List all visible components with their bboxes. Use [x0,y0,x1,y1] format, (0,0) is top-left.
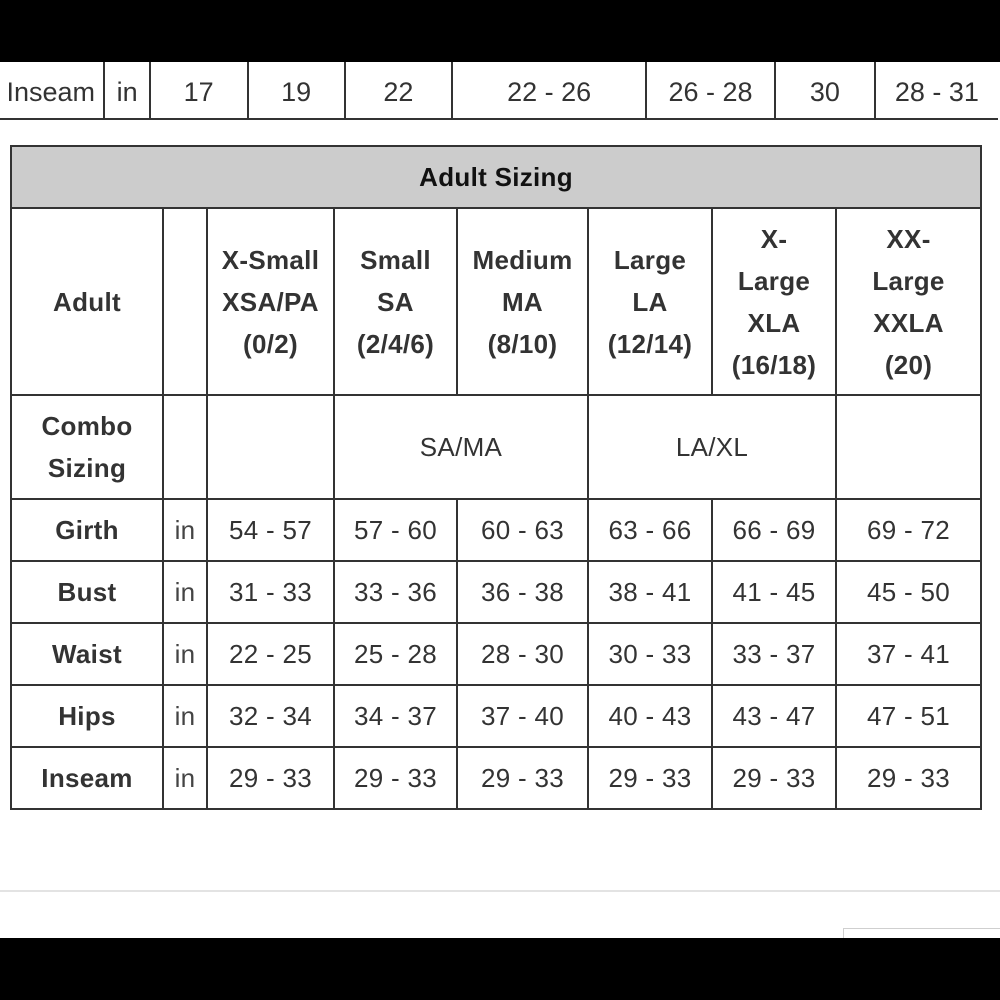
table-cell: 63 - 66 [588,499,712,561]
size-range: (20) [884,349,933,380]
row-unit: in [163,747,207,809]
table-cell: 31 - 33 [207,561,334,623]
size-name-line2: Large [737,265,811,296]
row-unit: in [163,623,207,685]
table-cell: 40 - 43 [588,685,712,747]
combo-label-line1: Combo [41,411,133,441]
size-name: X-Small [221,244,320,275]
table-cell: 43 - 47 [712,685,836,747]
combo-sizing-label [11,395,163,499]
size-range: (8/10) [487,328,558,359]
table-row [11,499,981,561]
combo-unit-blank [163,395,207,499]
header-size-small [334,208,457,395]
prev-cell: 22 - 26 [452,20,646,119]
row-label: Hips [11,685,163,747]
size-code: MA [501,286,544,317]
size-range: (12/14) [607,328,693,359]
table-cell: 54 - 57 [207,499,334,561]
prev-cell: 26 - 28 [646,20,775,119]
table-row [11,561,981,623]
table-title: Adult Sizing [11,146,981,208]
table-cell: 38 - 41 [588,561,712,623]
prev-cell: 19 [248,20,345,119]
table-cell: 34 - 37 [334,685,457,747]
table-cell: 22 - 25 [207,623,334,685]
table-cell: 29 - 33 [457,747,588,809]
table-cell: 29 - 33 [334,747,457,809]
size-range: (16/18) [731,349,817,380]
row-label: Waist [11,623,163,685]
table-cell: 29 - 33 [712,747,836,809]
header-size-x-small [207,208,334,395]
prev-unit: in [104,20,149,119]
combo-blank-cell [836,395,981,499]
section-divider [0,890,1000,892]
combo-sa-ma: SA/MA [334,395,588,499]
size-range: (2/4/6) [356,328,435,359]
table-cell: 36 - 38 [457,561,588,623]
combo-sizing-row [11,395,981,499]
header-adult-label: Adult [11,208,163,395]
table-cell: 25 - 28 [334,623,457,685]
prev-cell: 17 [150,20,248,119]
header-unit-blank [163,208,207,395]
table-cell: 45 - 50 [836,561,981,623]
size-header-row [11,208,981,395]
header-size-x-large [712,208,836,395]
row-unit: in [163,561,207,623]
header-size-xx-large [836,208,981,395]
row-label: Bust [11,561,163,623]
table-cell: 47 - 51 [836,685,981,747]
table-cell: 57 - 60 [334,499,457,561]
bottom-black-bar [0,938,1000,1000]
table-row [11,747,981,809]
combo-la-xl: LA/XL [588,395,836,499]
size-name-line1: XX- [886,223,931,254]
table-cell: 69 - 72 [836,499,981,561]
size-code: XXLA [873,307,944,338]
size-code: SA [377,286,414,317]
table-cell: 29 - 33 [588,747,712,809]
size-name-line2: Large [872,265,945,296]
adult-sizing-table [10,145,982,810]
table-title-row [11,146,981,208]
row-label: Girth [11,499,163,561]
prev-cell: 28 - 31 [875,20,998,119]
table-cell: 29 - 33 [836,747,981,809]
table-cell: 29 - 33 [207,747,334,809]
table-cell: 32 - 34 [207,685,334,747]
size-code: LA [632,286,668,317]
size-name: Small [360,244,431,275]
size-range: (0/2) [243,328,298,359]
table-row [11,685,981,747]
combo-label-line2: Sizing [47,453,127,483]
size-code: XSA/PA [222,286,319,317]
header-size-medium [457,208,588,395]
top-black-bar [0,0,1000,62]
table-cell: 33 - 36 [334,561,457,623]
size-name: Large [613,244,687,275]
table-cell: 33 - 37 [712,623,836,685]
header-size-large [588,208,712,395]
table-cell: 60 - 63 [457,499,588,561]
size-name: Medium [472,244,573,275]
size-code: XLA [747,307,801,338]
combo-blank-cell [207,395,334,499]
table-cell: 41 - 45 [712,561,836,623]
table-cell: 66 - 69 [712,499,836,561]
prev-row-label: Inseam [0,20,104,119]
table-cell: 30 - 33 [588,623,712,685]
row-unit: in [163,499,207,561]
row-unit: in [163,685,207,747]
table-cell: 37 - 41 [836,623,981,685]
prev-cell: 30 [775,20,875,119]
table-row [11,623,981,685]
size-name-line1: X- [760,223,788,254]
table-cell: 37 - 40 [457,685,588,747]
row-label: Inseam [11,747,163,809]
table-cell: 28 - 30 [457,623,588,685]
prev-cell: 22 [345,20,453,119]
